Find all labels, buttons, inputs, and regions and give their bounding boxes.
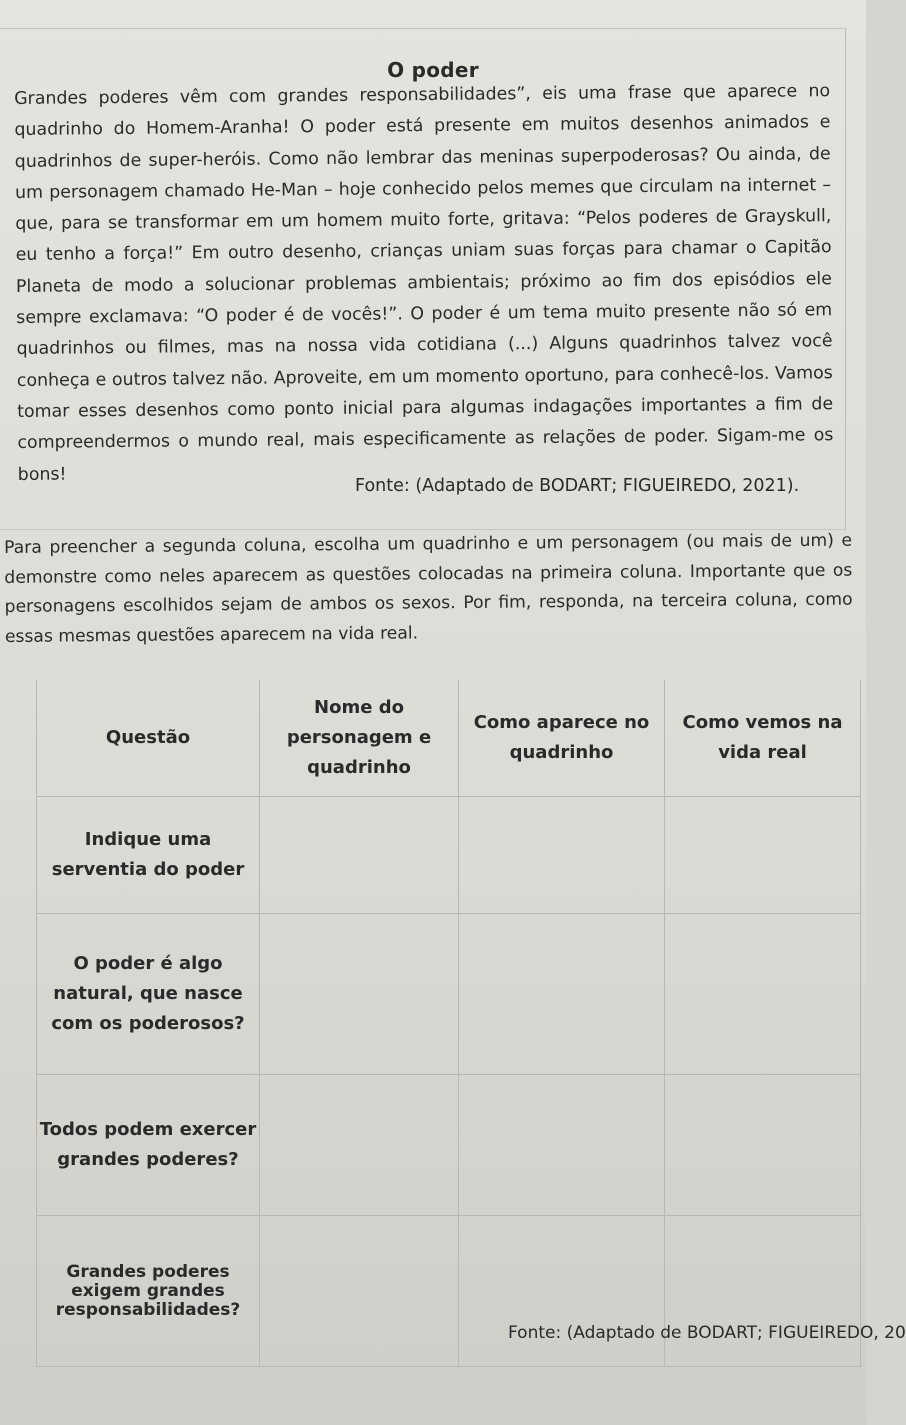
- header-vida-real: Como vemos na vida real: [665, 680, 861, 797]
- table-row: [37, 797, 861, 914]
- instructions-paragraph: Para preencher a segunda coluna, escolha um quadrinho e um personagem (ou mais de um) e demonstre como neles aparecem as questões colocadas na primeira coluna. Importante que os personagens escolhidos sejam de ambos os sexos. Por fim, responda, na terceira coluna, como essas mesmas questões aparecem na vida real.: [4, 530, 853, 647]
- table-row: [37, 1216, 861, 1367]
- answer-cell-vida-real[interactable]: [665, 1075, 861, 1216]
- intro-paragraph: Grandes poderes vêm com grandes responsabilidades”, eis uma frase que aparece no quadrinho do Homem-Aranha! O poder está presente em muitos desenhos animados e quadrinhos de super-heróis. Como não lembrar das meninas superpoderosas? Ou ainda, de um personagem chamado He-Man – hoje conhecido pelos memes que circulam na internet – que, para se transformar em um homem muito forte, gritava: “Pelos poderes de Grayskull, eu tenho a força!” Em outro desenho, crianças uniam suas forças para chamar o Capitão Planeta de modo a solucionar problemas ambientais; próximo ao fim dos episódios ele sempre exclamava: “O poder é de vocês!”. O poder é um tema muito presente não só em quadrinhos ou filmes, mas na nossa vida cotidiana (...) Alguns quadrinhos talvez você conheça e outros talvez não. Aproveite, em um momento oportuno, para conhecê-los. Vamos tomar esses desenhos como ponto inicial para algumas indagações importantes a fim de compreendermos o mundo real, mais especificamente as relações de poder. Sigam-me os bons!: [14, 81, 834, 485]
- answer-cell-personagem[interactable]: [260, 797, 459, 914]
- answer-cell-personagem[interactable]: [260, 914, 459, 1075]
- answer-cell-vida-real[interactable]: [665, 797, 861, 914]
- answer-cell-quadrinho[interactable]: [459, 1216, 665, 1367]
- answer-cell-vida-real[interactable]: [665, 1216, 861, 1367]
- table-row: [37, 1075, 861, 1216]
- page-title: O poder: [387, 58, 479, 82]
- table-row: [37, 914, 861, 1075]
- answer-cell-quadrinho[interactable]: [459, 797, 665, 914]
- answer-cell-vida-real[interactable]: [665, 914, 861, 1075]
- answer-cell-quadrinho[interactable]: [459, 914, 665, 1075]
- answer-cell-personagem[interactable]: [260, 1075, 459, 1216]
- source-citation-bottom: Fonte: (Adaptado de BODART; FIGUEIREDO, 20: [508, 1323, 906, 1343]
- question-cell: O poder é algo natural, que nasce com os poderosos?: [37, 914, 260, 1075]
- table-header-row: [37, 680, 861, 797]
- answer-cell-personagem[interactable]: [260, 1216, 459, 1367]
- header-como-aparece: Como aparece no quadrinho: [459, 680, 665, 797]
- question-cell: Indique uma serventia do poder: [37, 797, 260, 914]
- header-personagem: Nome do personagem e quadrinho: [260, 680, 459, 797]
- activity-table: [36, 680, 861, 1367]
- source-citation-top: Fonte: (Adaptado de BODART; FIGUEIREDO, 2021).: [355, 476, 800, 496]
- question-cell: Todos podem exercer grandes poderes?: [37, 1075, 260, 1216]
- question-cell: Grandes poderes exigem grandes responsabilidades?: [37, 1216, 260, 1367]
- header-questao: Questão: [37, 680, 260, 797]
- answer-cell-quadrinho[interactable]: [459, 1075, 665, 1216]
